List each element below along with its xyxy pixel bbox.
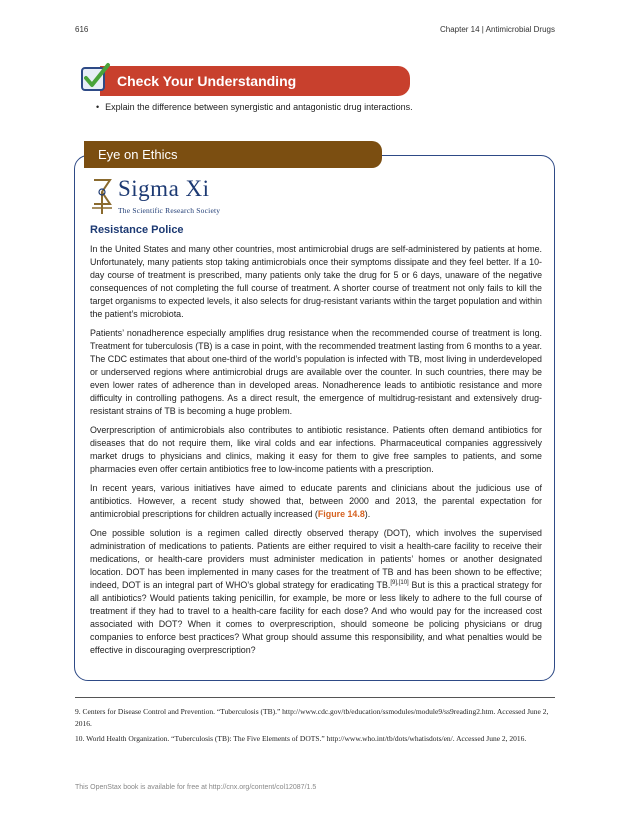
page-footer: This OpenStax book is available for free at http://cnx.org/content/col12087/1.5 (75, 784, 317, 791)
sigma-xi-logo: Sigma Xi (118, 176, 210, 201)
paragraph-4-text: In recent years, various initiatives have aimed to educate parents and clinicians about the judicious use of antibiotics. However, a recent study showed that, between 2000 and 2013, the parental expectation for antimicrobial prescriptions for children actually increased ( (90, 483, 542, 519)
footnote-10: 10. World Health Organization. “Tuberculosis (TB): The Five Elements of DOTS.” http://www.who.int/tb/dots/whatisdots/en/. Accessed June 2, 2016. (75, 734, 527, 743)
chapter-title: Chapter 14 | Antimicrobial Drugs (439, 25, 555, 34)
page-header (75, 25, 555, 34)
figure-link[interactable]: Figure 14.8 (317, 509, 365, 519)
footnote-ref-10[interactable]: [10] (398, 580, 409, 587)
paragraph-5-end: But is this a practical strategy for all antibiotics? Would patients taking penicillin, for example, be more or less likely to adhere to the full course of treatment if they had to travel to a health-care facility for each dose? And who would pay for the increased cost associated with DOT? When it comes to overprescription, should someone be policing physicians or drug companies to enforce best practices? What group should assume this responsibility, and what penalties would be effective in discouraging overprescription? (90, 580, 542, 655)
eye-on-ethics-content (90, 224, 542, 663)
paragraph-2: Patients’ nonadherence especially amplifies drug resistance when the recommended course of treatment is long. Treatment for tuberculosis (TB) is a case in point, with the recommended treatment lasting from 6 months to a year. The CDC estimates that about one-third of the world’s population is infected with TB, most living in underdeveloped or underserved regions where antimicrobial drugs are available over the counter. In such countries, there may be even lower rates of adherence than in developed areas. Nonadherence leads to antibiotic resistance and more difficulty in controlling pathogens. As a direct result, the emergence of multidrug-resistant and extensively drug-resistant strains of TB is becoming a huge problem. (90, 328, 542, 416)
footnote-divider (75, 697, 555, 698)
paragraph-5-text: One possible solution is a regimen called directly observed therapy (DOT), which involves the supervised administration of medications to patients. Patients are either required to visit a health-care facility to receive their medications, or health-care providers must administer medication in patients’ homes or another designated location. DOT has been implemented in many cases for the treatment of TB and has been shown to be effective; indeed, DOT is an integral part of WHO’s global strategy for eradicating TB. (90, 528, 542, 590)
check-understanding-title: Check Your Understanding (117, 73, 297, 89)
section-heading: Resistance Police (90, 224, 184, 236)
check-understanding-list (96, 102, 556, 112)
paragraph-5 (90, 527, 542, 657)
check-understanding-banner (100, 66, 410, 96)
page-number: 616 (75, 25, 89, 34)
checkmark-icon (80, 62, 110, 92)
footnote-ref-separator: , (397, 580, 399, 587)
sigma-xi-subtitle: The Scientific Research Society (118, 206, 221, 215)
paragraph-3: Overprescription of antimicrobials also contributes to antibiotic resistance. Patients often demand antibiotics for diseases that do not require them, like viral colds and ear infections. Pharmaceutical companies aggressively market drugs to physicians and clinics, making it easy for them to give free samples to patients, and some pharmacies even offer certain antibiotics free to low-income patients with a prescription. (90, 425, 542, 474)
footnotes (75, 706, 555, 748)
sigma-xi-emblem-icon (90, 178, 114, 216)
list-item: • Explain the difference between synergistic and antagonistic drug interactions. (96, 102, 556, 112)
paragraph-4-end: ). (364, 509, 371, 519)
eye-on-ethics-tab (84, 141, 382, 168)
eye-on-ethics-label: Eye on Ethics (98, 147, 178, 162)
paragraph-4 (90, 482, 542, 521)
paragraph-1: In the United States and many other countries, most antimicrobial drugs are self-administered by patients at home. Unfortunately, many patients stop taking antimicrobials once their symptoms dissipate and they feel better. If a 10-day course of treatment is prescribed, many patients only take the drug for 5 or 6 days, unaware of the negative consequences of not completing the full course of treatment. A shorter course of treatment not only fails to kill the target organisms to expected levels, it also selects for drug-resistant variants within the target population and within the patient’s microbiota. (90, 244, 542, 319)
footnote-ref-9[interactable]: [9] (390, 580, 398, 587)
footnote-9: 9. Centers for Disease Control and Prevention. “Tuberculosis (TB).” http://www.cdc.gov/tb/education/ssmodules/module9/ss9reading2.htm. Accessed June 2, 2016. (75, 707, 549, 728)
